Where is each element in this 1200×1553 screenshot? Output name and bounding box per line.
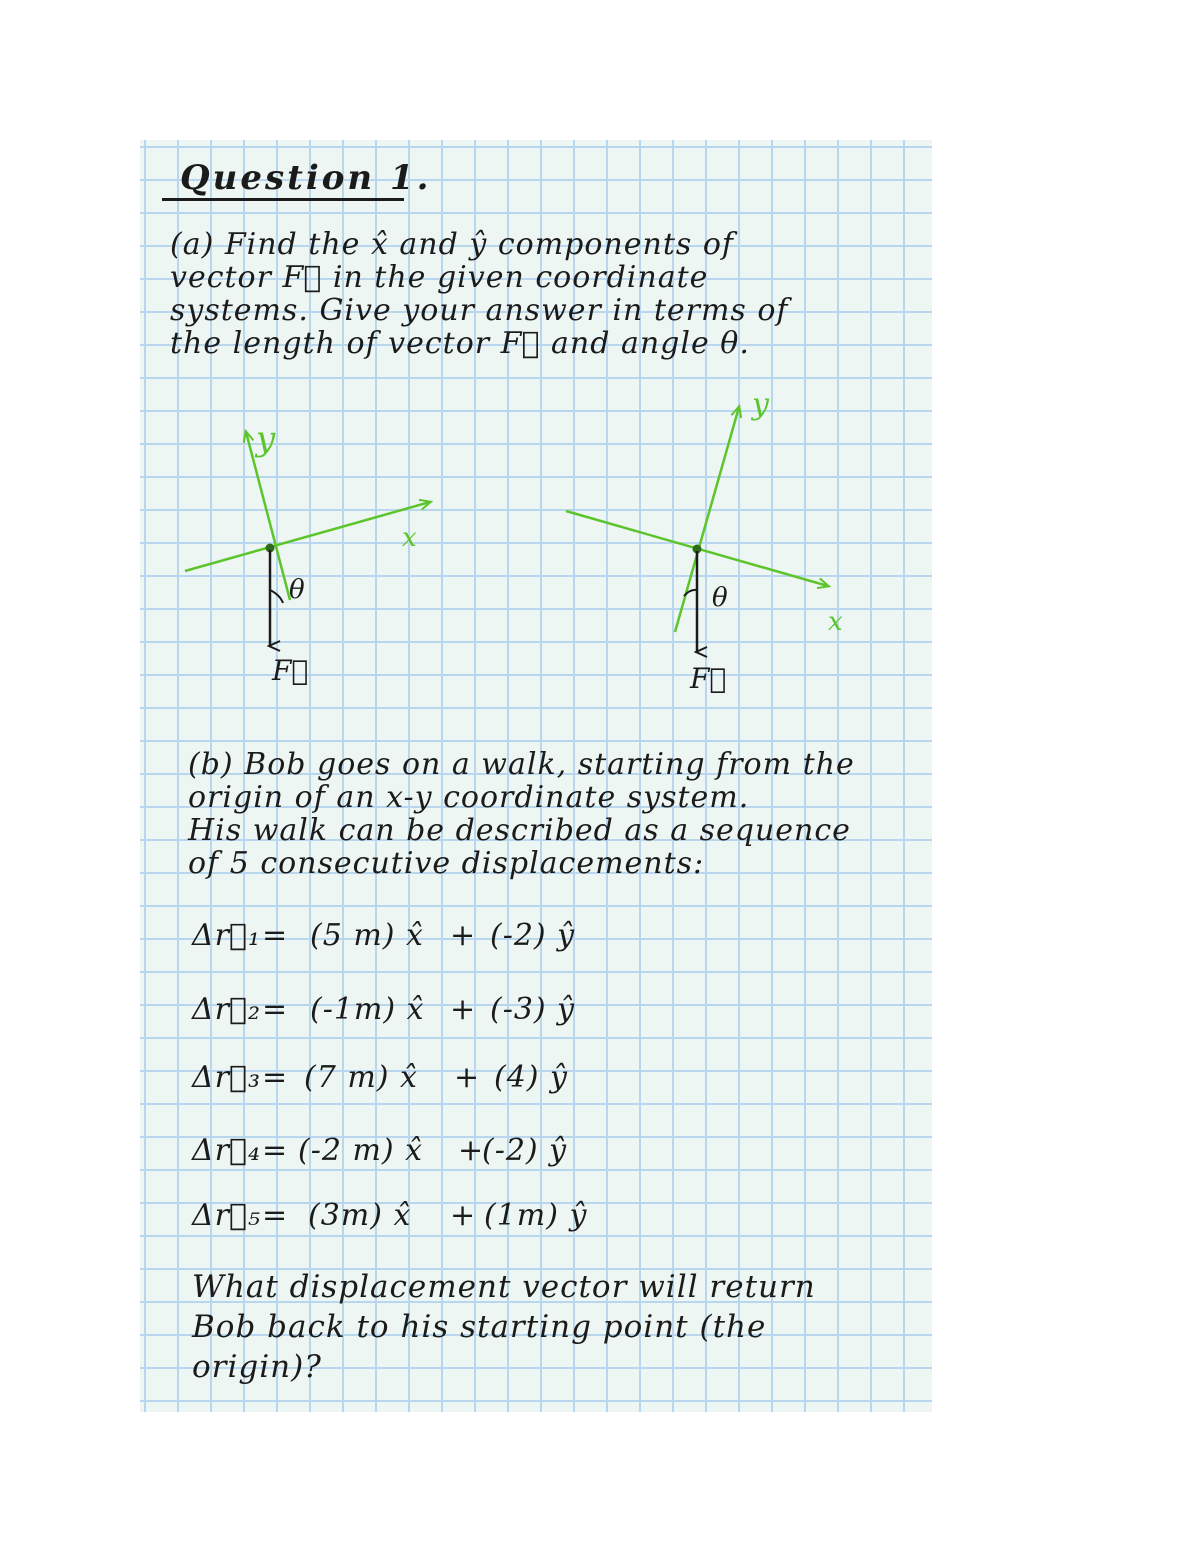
equation-lhs: Δr⃗₁ (192, 918, 262, 953)
equation-lhs: Δr⃗₄ (192, 1133, 262, 1168)
question-line: Bob back to his starting point (the (192, 1309, 767, 1345)
plus-sign: + (450, 1198, 477, 1233)
equation-y-term: (4) ŷ (494, 1060, 568, 1095)
left-angle-arc (270, 590, 283, 603)
equation-x-term: (7 m) x̂ (304, 1060, 418, 1095)
figure-right (566, 387, 843, 695)
right-y-label: y (752, 387, 769, 422)
left-x-axis-line (185, 502, 430, 571)
equation-x-term: (3m) x̂ (308, 1198, 412, 1233)
part-a-line: systems. Give your answer in terms of (170, 293, 789, 328)
right-angle-label: θ (712, 583, 728, 613)
plus-sign: + (450, 992, 477, 1027)
equation-lhs: Δr⃗₃ (192, 1060, 262, 1095)
part-b-line: origin of an x-y coordinate system. (188, 780, 750, 815)
equation-row (192, 1133, 612, 1179)
equation-x-term: (-1m) x̂ (310, 992, 425, 1027)
question-line: What displacement vector will return (192, 1269, 816, 1305)
left-vector-label: F⃗ (272, 654, 309, 687)
equation-row (192, 1060, 612, 1106)
equation-y-term: (-2) ŷ (482, 1133, 568, 1168)
equals-sign: = (262, 918, 289, 953)
equals-sign: = (262, 1060, 289, 1095)
question-title: Question 1. (180, 158, 432, 198)
plus-sign: + (454, 1060, 481, 1095)
part-a-line: the length of vector F⃗ and angle θ. (170, 326, 750, 361)
figure-left (185, 419, 430, 687)
right-y-axis-line (675, 407, 739, 632)
plus-sign: + (458, 1133, 485, 1168)
equation-row (192, 918, 612, 964)
part-b-line: (b) Bob goes on a walk, starting from the (188, 747, 855, 782)
final-question-text (192, 1267, 816, 1387)
left-y-label: y (256, 419, 276, 459)
part-b-line: His walk can be described as a sequence (188, 813, 851, 848)
equation-x-term: (-2 m) x̂ (298, 1133, 424, 1168)
equation-row (192, 992, 612, 1038)
equals-sign: = (262, 992, 289, 1027)
equation-row (192, 1198, 612, 1244)
part-a-line: vector F⃗ in the given coordinate (170, 260, 709, 295)
equals-sign: = (262, 1133, 289, 1168)
equation-x-term: (5 m) x̂ (310, 918, 424, 953)
equation-y-term: (-3) ŷ (490, 992, 576, 1027)
right-x-label: x (828, 607, 843, 637)
equation-lhs: Δr⃗₅ (192, 1198, 262, 1233)
plus-sign: + (450, 918, 477, 953)
equation-lhs: Δr⃗₂ (192, 992, 262, 1027)
equation-y-term: (1m) ŷ (484, 1198, 588, 1233)
question-line: origin)? (192, 1349, 322, 1385)
left-angle-label: θ (289, 575, 305, 605)
right-vector-label: F⃗ (690, 662, 727, 695)
part-a-line: (a) Find the x̂ and ŷ components of (170, 227, 734, 262)
equation-y-term: (-2) ŷ (490, 918, 576, 953)
equals-sign: = (262, 1198, 289, 1233)
part-b-line: of 5 consecutive displacements: (188, 846, 705, 881)
left-x-label: x (402, 523, 417, 553)
part-b-text (188, 748, 855, 880)
